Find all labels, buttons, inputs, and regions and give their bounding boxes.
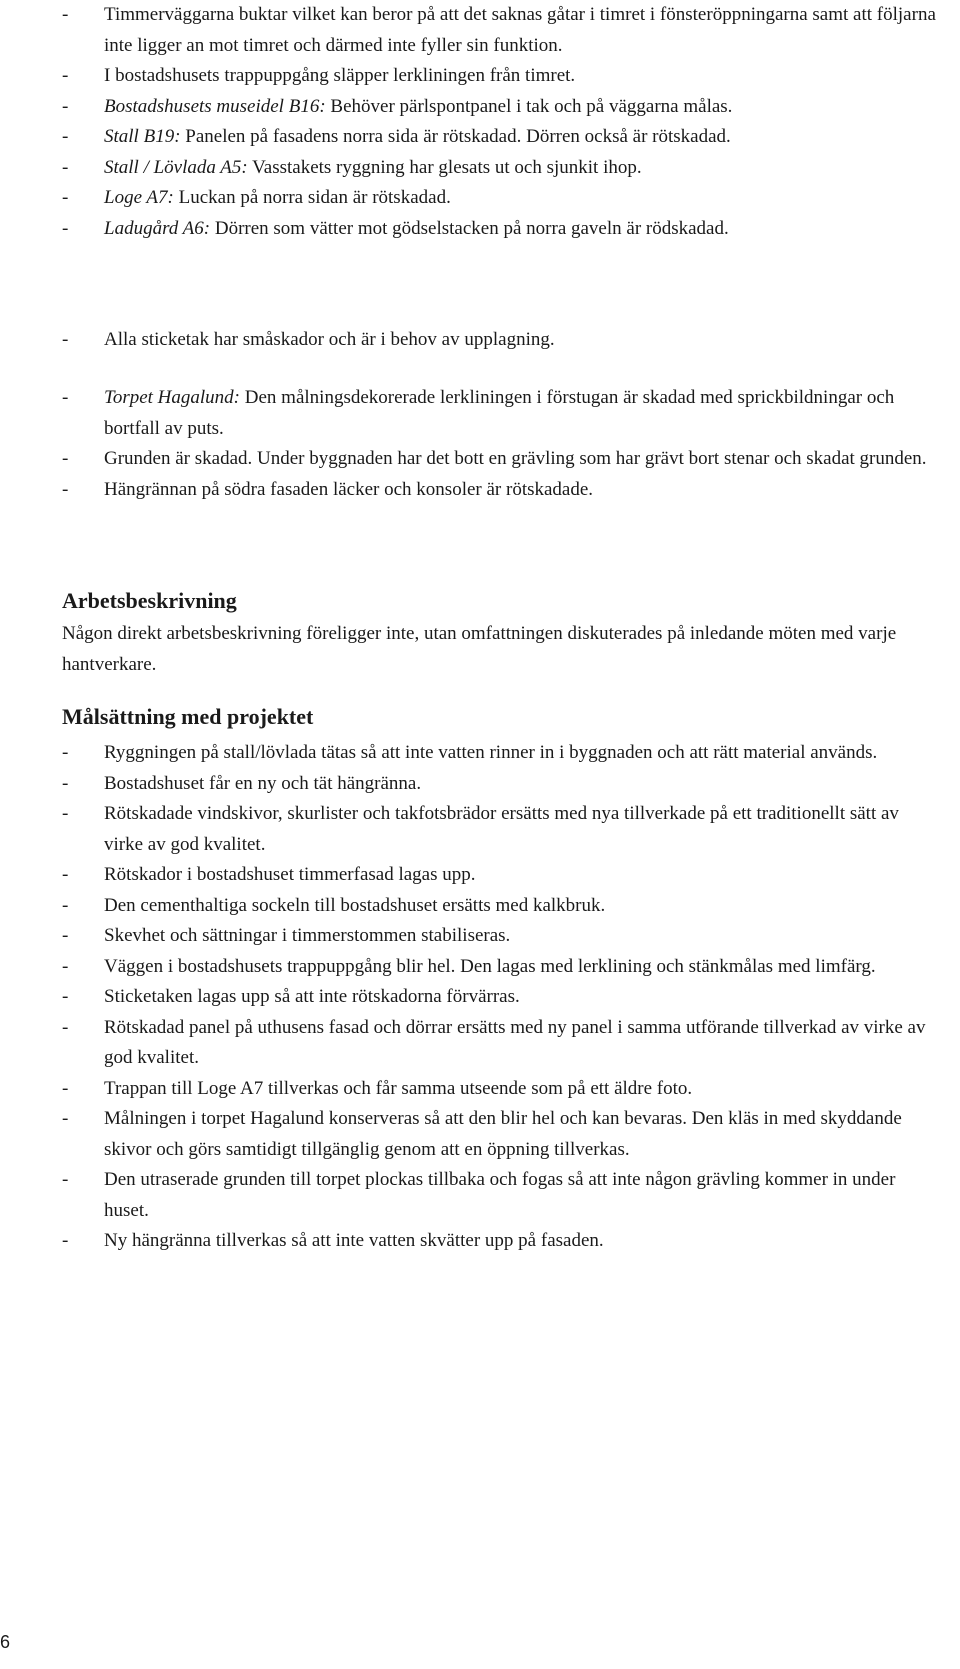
list-item: [62, 769, 942, 800]
item-text: Timmerväggarna buktar vilket kan beror på att det saknas gåtar i timret i fönsteröppningarna samt att följarna inte ligger an mot timret och därmed inte fyller sin funktion.: [104, 4, 936, 56]
list-item: [62, 383, 942, 444]
bullet-dash: -: [62, 95, 69, 117]
item-text: Ryggningen på stall/lövlada tätas så att inte vatten rinner in i byggnaden och att rätt material används.: [104, 742, 878, 763]
bullet-dash: -: [62, 65, 69, 86]
item-text: Grunden är skadad. Under byggnaden har det bott en grävling som har grävt bort stenar och skadat grunden.: [104, 448, 927, 469]
bullet-dash: -: [62, 894, 69, 916]
list-item: [62, 1165, 942, 1226]
bullet-dash: -: [62, 925, 69, 946]
item-text: Trappan till Loge A7 tillverkas och får samma utseende som på ett äldre foto.: [104, 1077, 693, 1099]
section-heading-goal: Målsättning med projektet: [62, 704, 314, 729]
bullet-dash: -: [62, 742, 69, 763]
list-item: [62, 0, 942, 61]
bullet-dash: -: [62, 1016, 69, 1038]
goal-list: [62, 738, 942, 1257]
bullet-dash: -: [62, 4, 69, 25]
list-item: [62, 122, 942, 153]
item-text: Hängrännan på södra fasaden läcker och konsoler är rötskadade.: [104, 478, 594, 500]
page-number: 6: [0, 1632, 11, 1652]
bullet-dash: -: [62, 955, 69, 977]
bullet-dash: -: [62, 1230, 69, 1251]
list-item: [62, 92, 942, 123]
list-item: [62, 325, 942, 356]
item-text: Ny hängränna tillverkas så att inte vatten skvätter upp på fasaden.: [104, 1230, 604, 1251]
item-text: Målningen i torpet Hagalund konserveras så att den blir hel och kan bevaras. Den kläs in med skyddande skivor och görs samtidigt tillgänglig genom att en öppning tillverkas.: [104, 1108, 902, 1160]
item-text: Alla sticketak har småskador och är i behov av upplagning.: [104, 329, 555, 350]
item-text: Rötskador i bostadshuset timmerfasad lagas upp.: [104, 864, 476, 885]
list-item: [62, 61, 942, 92]
list-item: [62, 738, 942, 769]
list-item: [62, 799, 942, 860]
bullet-dash: -: [62, 1108, 69, 1129]
item-label: Bostadshusets museidel B16:: [104, 95, 326, 117]
damage-list-2: [62, 325, 942, 356]
bullet-dash: -: [62, 1169, 69, 1190]
item-text: Skevhet och sättningar i timmerstommen stabiliseras.: [104, 925, 511, 946]
list-item: [62, 1074, 942, 1105]
list-item: [62, 444, 942, 475]
list-item: [62, 921, 942, 952]
list-item: [62, 1013, 942, 1074]
item-text: Rötskadade vindskivor, skurlister och takfotsbrädor ersätts med nya tillverkade på ett traditionellt sätt av virke av god kvalitet.: [104, 803, 899, 855]
bullet-dash: -: [62, 864, 69, 885]
damage-list-1: [62, 0, 942, 244]
bullet-dash: -: [62, 187, 69, 208]
bullet-dash: -: [62, 1077, 69, 1099]
list-item: [62, 475, 942, 506]
item-text: Sticketaken lagas upp så att inte rötskadorna förvärras.: [104, 986, 520, 1007]
item-text: Behöver pärlspontpanel i tak och på väggarna målas.: [325, 95, 733, 117]
item-text: Rötskadad panel på uthusens fasad och dörrar ersätts med ny panel i samma utförande tillverkad av virke av god kvalitet.: [104, 1016, 926, 1068]
item-text: Den cementhaltiga sockeln till bostadshuset ersätts med kalkbruk.: [104, 894, 606, 916]
item-label: Stall / Lövlada A5:: [104, 156, 248, 178]
item-text: Den utraserade grunden till torpet plockas tillbaka och fogas så att inte någon grävling kommer in under huset.: [104, 1169, 896, 1221]
bullet-dash: -: [62, 126, 69, 147]
item-text: Luckan på norra sidan är rötskadad.: [173, 187, 451, 208]
list-item: [62, 982, 942, 1013]
section-text-work: Någon direkt arbetsbeskrivning föreligger inte, utan omfattningen diskuterades på inledande möten med varje hantverkare.: [62, 623, 897, 675]
list-item: [62, 1226, 942, 1257]
item-label: Torpet Hagalund:: [104, 387, 241, 408]
item-text: Väggen i bostadshusets trappuppgång blir hel. Den lagas med lerklining och stänkmålas med limfärg.: [104, 955, 876, 977]
bullet-dash: -: [62, 387, 69, 408]
damage-list-3: [62, 383, 942, 505]
list-item: [62, 183, 942, 214]
item-text: Bostadshuset får en ny och tät hängränna.: [104, 772, 422, 794]
item-text: Den målningsdekorerade lerkliningen i förstugan är skadad med sprickbildningar och bortfall av puts.: [104, 387, 895, 439]
item-label: Stall B19:: [104, 126, 181, 147]
list-item: [62, 891, 942, 922]
list-item: [62, 214, 942, 245]
item-label: Ladugård A6:: [104, 217, 211, 239]
bullet-dash: -: [62, 217, 69, 239]
section-heading-work: Arbetsbeskrivning: [62, 588, 237, 613]
bullet-dash: -: [62, 478, 69, 500]
item-text: Dörren som vätter mot gödselstacken på norra gaveln är rödskadad.: [210, 217, 729, 239]
bullet-dash: -: [62, 986, 69, 1007]
bullet-dash: -: [62, 803, 69, 824]
item-text: Panelen på fasadens norra sida är rötskadad. Dörren också är rötskadad.: [180, 126, 731, 147]
item-text: I bostadshusets trappuppgång släpper lerkliningen från timret.: [104, 65, 576, 86]
bullet-dash: -: [62, 329, 69, 350]
item-text: Vasstakets ryggning har glesats ut och sjunkit ihop.: [247, 156, 642, 178]
bullet-dash: -: [62, 772, 69, 794]
list-item: [62, 153, 942, 184]
bullet-dash: -: [62, 448, 69, 469]
item-label: Loge A7:: [104, 187, 174, 208]
list-item: [62, 1104, 942, 1165]
bullet-dash: -: [62, 156, 69, 178]
list-item: [62, 860, 942, 891]
list-item: [62, 952, 942, 983]
